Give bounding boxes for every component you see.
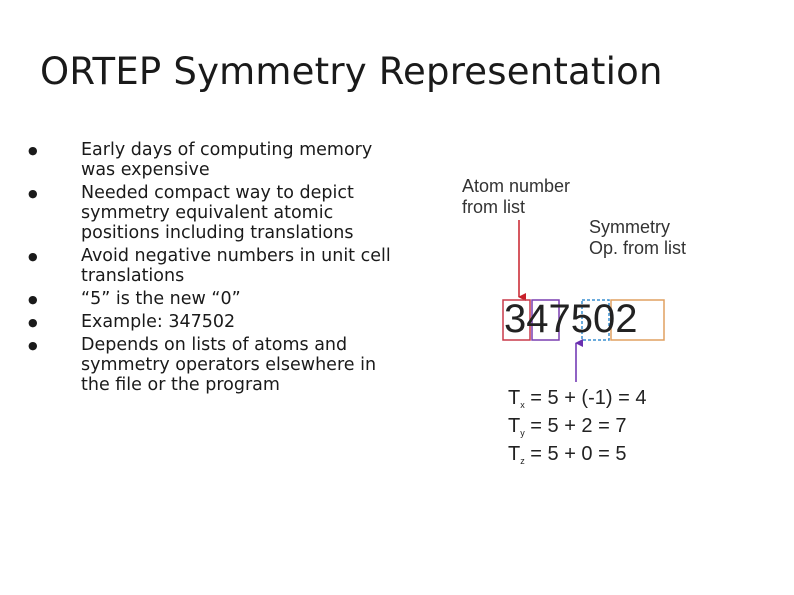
symmetry-op-label-line1: Symmetry: [589, 217, 670, 237]
bullet-text: Avoid negative numbers in unit cell translations: [81, 246, 391, 286]
atom-number-label-line2: from list: [462, 197, 525, 217]
code-digit: 0: [593, 297, 616, 341]
slide-title: ORTEP Symmetry Representation: [40, 50, 663, 93]
bullet-text: Example: 347502: [81, 312, 236, 332]
equation-symbol: T: [508, 415, 521, 437]
bullet-item: [28, 312, 398, 332]
symmetry-op-label-line2: Op. from list: [589, 238, 687, 258]
bullet-dot-icon: ●: [28, 187, 38, 200]
code-digit: 7: [548, 297, 571, 341]
symmetry-code-figure: [455, 160, 785, 480]
code-digit: 3: [504, 297, 527, 341]
atom-number-label-line1: Atom number: [462, 176, 571, 196]
equation-tx: [508, 386, 646, 417]
bullet-list: [28, 140, 398, 398]
bullet-item: [28, 140, 398, 180]
bullet-dot-icon: ●: [28, 339, 38, 352]
bullet-item: [28, 183, 398, 243]
bullet-item: [28, 335, 398, 395]
bullet-item: [28, 289, 398, 309]
bullet-dot-icon: ●: [28, 250, 38, 263]
equation-symbol: T: [508, 443, 521, 465]
equation-subscript: y: [520, 428, 525, 438]
equation-ty: [508, 414, 626, 445]
bullet-item: [28, 246, 398, 286]
equation-text: = 5 + 2 = 7: [524, 415, 627, 437]
bullet-dot-icon: ●: [28, 144, 38, 157]
equation-text: = 5 + (-1) = 4: [524, 387, 647, 409]
code-digit: 5: [570, 297, 593, 341]
bullet-text: Needed compact way to depict symmetry equivalent atomic positions including translations: [81, 183, 354, 243]
bullet-text: Depends on lists of atoms and symmetry operators elsewhere in the file or the program: [81, 335, 377, 395]
equation-text: = 5 + 0 = 5: [524, 443, 627, 465]
bullet-text: “5” is the new “0”: [81, 289, 241, 309]
equation-tz: [508, 442, 626, 473]
equation-subscript: x: [520, 400, 525, 410]
bullet-dot-icon: ●: [28, 293, 38, 306]
bullet-text: Early days of computing memory was expensive: [81, 140, 373, 180]
equation-subscript: z: [520, 456, 525, 466]
symmetry-code: [504, 296, 638, 342]
code-digit: 4: [526, 297, 549, 341]
bullet-dot-icon: ●: [28, 316, 38, 329]
code-digit: 2: [615, 297, 638, 341]
equation-symbol: T: [508, 387, 521, 409]
